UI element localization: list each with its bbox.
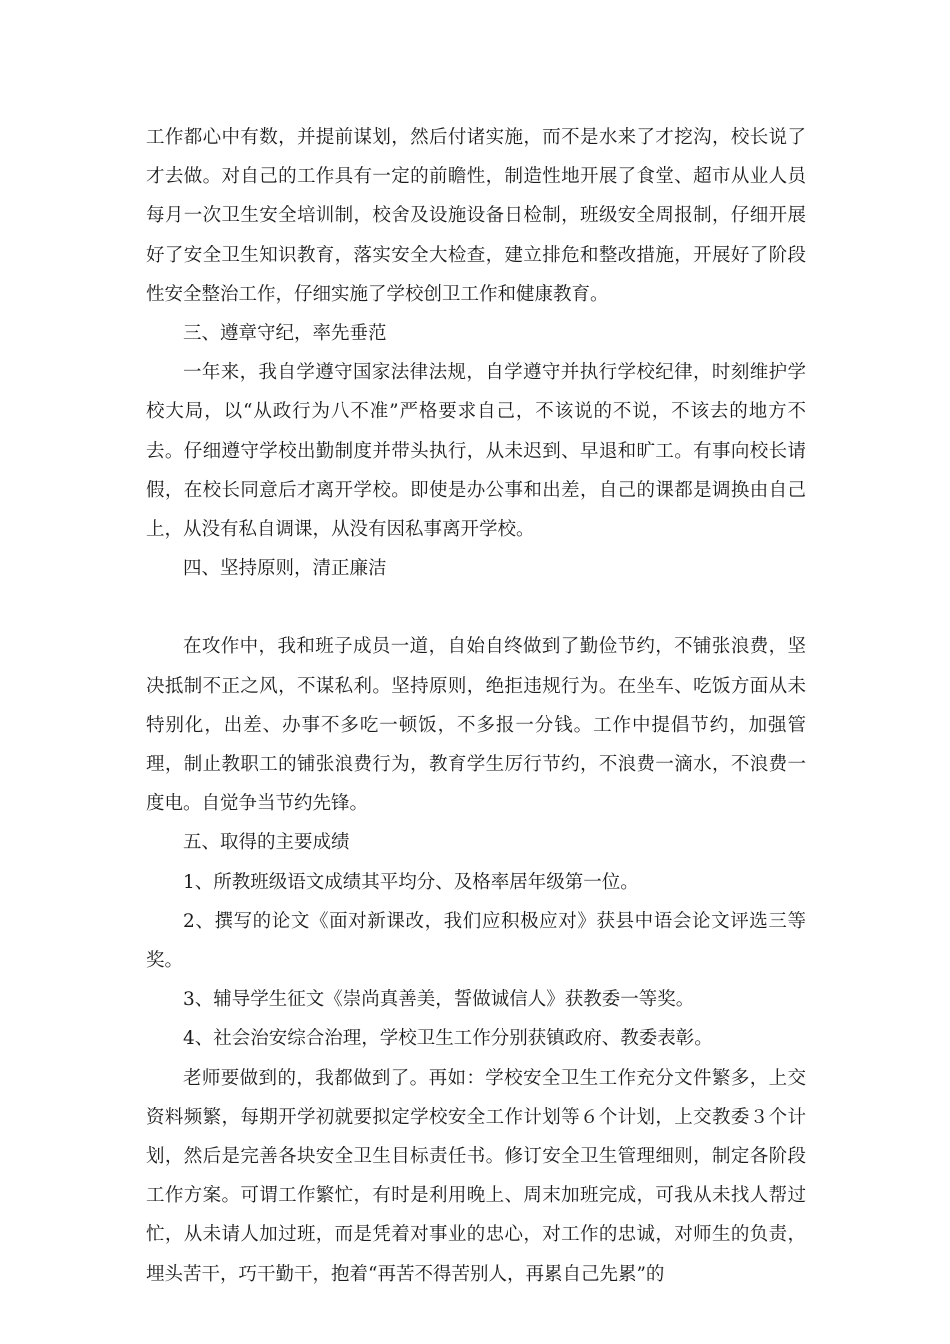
section-heading-4: 四、坚持原则，清正廉洁 xyxy=(183,558,387,580)
paragraph-continuation: 工作都心中有数，并提前谋划，然后付诸实施，而不是水来了才挖沟，校长说了才去做。对自己的工作具有一定的前瞻性，制造性地开展了食堂、超市从业人员每月一次卫生安全培训制，校舍及设施设备日检制，班级安全周报制，仔细开展好了安全卫生知识教育，落实安全大检查，建立排危和整改措施，开展好了阶段性安全整治工作，仔细实施了学校创卫工作和健康教育。 xyxy=(146,127,806,305)
paragraph-discipline: 一年来，我自学遵守国家法律法规，自学遵守并执行学校纪律，时刻维护学校大局，以“从政行为八不准”严格要求自己，不该说的不说，不该去的地方不去。仔细遵守学校出勤制度并带头执行，从未迟到、早退和旷工。有事向校长请假，在校长同意后才离开学校。即使是办公事和出差，自己的课都是调换由自己上，从没有私自调课，从没有因私事离开学校。 xyxy=(146,362,806,541)
paragraph-summary: 老师要做到的，我都做到了。再如：学校安全卫生工作充分文件繁多，上交资料频繁，每期开学初就要拟定学校安全工作计划等６个计划，上交教委３个计划，然后是完善各块安全卫生目标责任书。修订安全卫生管理细则，制定各阶段工作方案。可谓工作繁忙，有时是利用晚上、周末加班完成，可我从未找人帮过忙，从未请人加过班，而是凭着对事业的忠心，对工作的忠诚，对师生的负责，埋头苦干，巧干勤干，抱着“再苦不得苦别人，再累自己先累”的 xyxy=(146,1067,806,1285)
document-body xyxy=(146,118,806,1294)
section-heading-3: 三、遵章守纪，率先垂范 xyxy=(183,323,387,345)
achievement-item-4: 4、社会治安综合治理，学校卫生工作分别获镇政府、教委表彰。 xyxy=(183,1028,713,1050)
achievement-item-1: 1、所教班级语文成绩其平均分、及格率居年级第一位。 xyxy=(183,871,639,893)
blank-line xyxy=(146,588,806,627)
achievement-item-3: 3、辅导学生征文《崇尚真善美，誓做诚信人》获教委一等奖。 xyxy=(183,989,695,1011)
section-heading-5: 五、取得的主要成绩 xyxy=(183,832,350,854)
achievement-item-2: 2、撰写的论文《面对新课改，我们应积极应对》获县中语会论文评选三等奖。 xyxy=(146,910,806,972)
paragraph-integrity: 在攻作中，我和班子成员一道，自始自终做到了勤俭节约，不铺张浪费，坚决抵制不正之风，不谋私利。坚持原则，绝拒违规行为。在坐车、吃饭方面从未特别化，出差、办事不多吃一顿饭，不多报一分钱。工作中提倡节约，加强管理，制止教职工的铺张浪费行为，教育学生厉行节约，不浪费一滴水，不浪费一度电。自觉争当节约先锋。 xyxy=(146,636,806,815)
